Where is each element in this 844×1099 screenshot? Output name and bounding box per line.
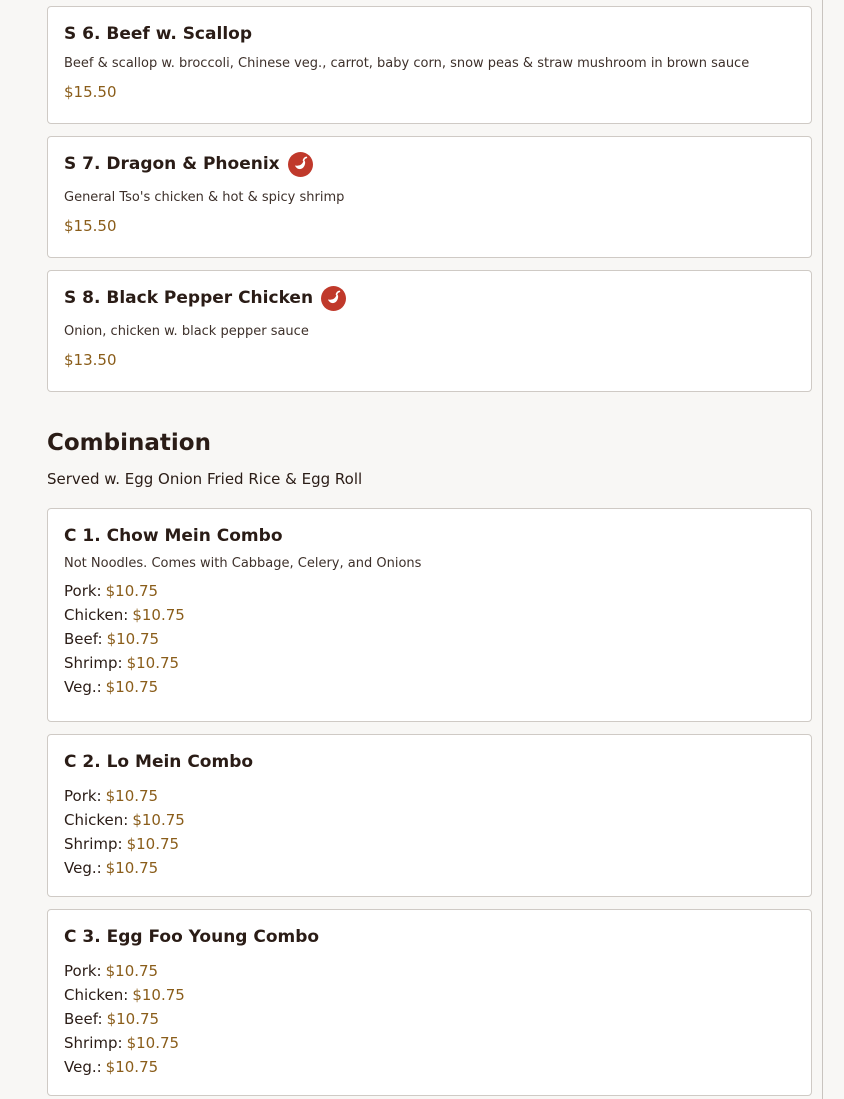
price-option bbox=[64, 832, 795, 856]
item-title bbox=[64, 525, 795, 547]
option-label: Veg.: bbox=[64, 859, 102, 877]
item-price: $13.50 bbox=[64, 351, 117, 369]
option-price: $10.75 bbox=[126, 654, 180, 672]
section-subtitle: Served w. Egg Onion Fried Rice & Egg Roll bbox=[47, 470, 363, 488]
combo-item-card[interactable] bbox=[47, 508, 812, 722]
item-price: $15.50 bbox=[64, 83, 117, 101]
item-description: Not Noodles. Comes with Cabbage, Celery, and Onions bbox=[64, 556, 422, 571]
price-option bbox=[64, 808, 795, 832]
item-title bbox=[64, 926, 795, 948]
option-price: $10.75 bbox=[105, 582, 159, 600]
price-option bbox=[64, 603, 795, 627]
option-label: Pork: bbox=[64, 582, 102, 600]
option-price: $10.75 bbox=[106, 630, 160, 648]
price-option bbox=[64, 983, 795, 1007]
menu-item-card[interactable] bbox=[47, 270, 812, 392]
option-price: $10.75 bbox=[126, 835, 180, 853]
option-label: Chicken: bbox=[64, 986, 129, 1004]
price-option bbox=[64, 675, 795, 699]
menu-item-card[interactable] bbox=[47, 6, 812, 124]
price-options bbox=[64, 784, 795, 880]
price-option bbox=[64, 856, 795, 880]
item-title bbox=[64, 153, 795, 175]
item-title bbox=[64, 751, 795, 773]
item-title bbox=[64, 23, 795, 45]
option-price: $10.75 bbox=[105, 962, 159, 980]
item-title bbox=[64, 287, 795, 309]
item-title-text: S 8. Black Pepper Chicken bbox=[64, 288, 314, 308]
option-price: $10.75 bbox=[105, 1058, 159, 1076]
option-label: Pork: bbox=[64, 962, 102, 980]
price-option bbox=[64, 627, 795, 651]
option-price: $10.75 bbox=[126, 1034, 180, 1052]
item-title-text: S 6. Beef w. Scallop bbox=[64, 24, 252, 44]
price-option bbox=[64, 1031, 795, 1055]
option-label: Pork: bbox=[64, 787, 102, 805]
option-label: Beef: bbox=[64, 630, 103, 648]
item-description: Beef & scallop w. broccoli, Chinese veg., carrot, baby corn, snow peas & straw mushroom in brown sauce bbox=[64, 56, 750, 71]
item-title-text: C 3. Egg Foo Young Combo bbox=[64, 927, 320, 947]
price-option bbox=[64, 784, 795, 808]
option-price: $10.75 bbox=[132, 811, 185, 829]
price-options bbox=[64, 959, 795, 1079]
price-option bbox=[64, 1055, 795, 1079]
option-price: $10.75 bbox=[106, 1010, 160, 1028]
option-label: Veg.: bbox=[64, 1058, 102, 1076]
option-label: Shrimp: bbox=[64, 835, 123, 853]
item-description: Onion, chicken w. black pepper sauce bbox=[64, 324, 309, 339]
option-price: $10.75 bbox=[105, 678, 159, 696]
item-description: General Tso's chicken & hot & spicy shrimp bbox=[64, 190, 345, 205]
option-label: Chicken: bbox=[64, 606, 129, 624]
item-title-text: C 2. Lo Mein Combo bbox=[64, 752, 254, 772]
menu-item-card[interactable] bbox=[47, 136, 812, 258]
price-options bbox=[64, 579, 795, 699]
combo-item-card[interactable] bbox=[47, 909, 812, 1096]
option-price: $10.75 bbox=[132, 986, 185, 1004]
option-price: $10.75 bbox=[105, 787, 159, 805]
option-label: Beef: bbox=[64, 1010, 103, 1028]
spicy-pepper-icon bbox=[288, 152, 313, 177]
item-title-text: C 1. Chow Mein Combo bbox=[64, 526, 283, 546]
price-option bbox=[64, 959, 795, 983]
option-label: Veg.: bbox=[64, 678, 102, 696]
price-option bbox=[64, 1007, 795, 1031]
option-label: Shrimp: bbox=[64, 1034, 123, 1052]
option-label: Shrimp: bbox=[64, 654, 123, 672]
item-price: $15.50 bbox=[64, 217, 117, 235]
spicy-pepper-icon bbox=[321, 286, 346, 311]
option-label: Chicken: bbox=[64, 811, 129, 829]
option-price: $10.75 bbox=[105, 859, 159, 877]
price-option bbox=[64, 579, 795, 603]
price-option bbox=[64, 651, 795, 675]
section-title: Combination bbox=[47, 430, 211, 456]
item-title-text: S 7. Dragon & Phoenix bbox=[64, 154, 280, 174]
page-right-divider bbox=[822, 0, 823, 1099]
combo-item-card[interactable] bbox=[47, 734, 812, 897]
option-price: $10.75 bbox=[132, 606, 185, 624]
